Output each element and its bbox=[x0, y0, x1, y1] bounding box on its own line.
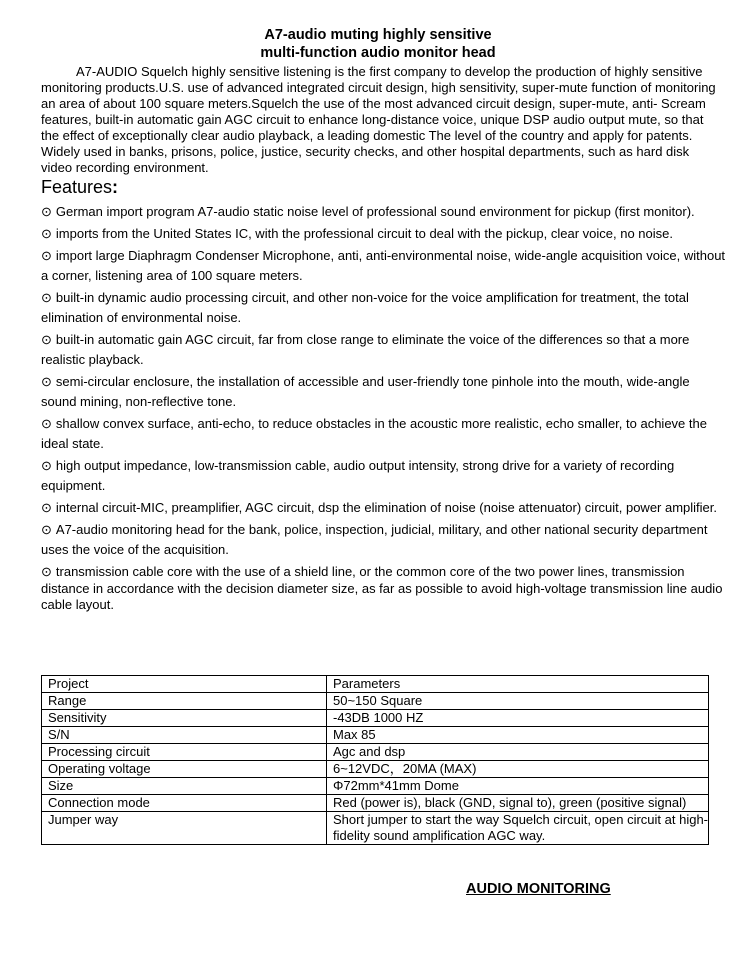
parameters-table bbox=[41, 675, 709, 845]
table-cell-project: Size bbox=[42, 778, 327, 795]
table-cell-project: Connection mode bbox=[42, 795, 327, 812]
feature-item: ⊙ import large Diaphragm Condenser Microphone, anti, anti-environmental noise, wide-angle acquisition voice, without a corner, listening area of 100 square meters. bbox=[41, 248, 726, 283]
bullet-icon: ⊙ bbox=[41, 332, 52, 347]
bullet-icon: ⊙ bbox=[41, 374, 52, 389]
table-cell-project: Jumper way bbox=[42, 812, 327, 845]
table-cell-parameter: Max 85 bbox=[327, 727, 709, 744]
table-cell-parameter: Short jumper to start the way Squelch circuit, open circuit at high-fidelity sound amplification AGC way. bbox=[327, 812, 709, 845]
feature-item: ⊙ transmission cable core with the use of a shield line, or the common core of the two power lines, transmission distance in accordance with the decision diameter size, as far as possible to avoid high-voltage transmission line audio cable layout. bbox=[41, 564, 723, 612]
table-cell-parameter: -43DB 1000 HZ bbox=[327, 710, 709, 727]
feature-item: ⊙ A7-audio monitoring head for the bank, police, inspection, judicial, military, and other national security department uses the voice of the acquisition. bbox=[41, 522, 708, 557]
feature-item: ⊙ built-in dynamic audio processing circuit, and other non-voice for the voice amplification for treatment, the total elimination of environmental noise. bbox=[41, 290, 689, 325]
features-list bbox=[41, 202, 726, 616]
bullet-icon: ⊙ bbox=[41, 458, 52, 473]
bullet-icon: ⊙ bbox=[41, 248, 52, 263]
table-row bbox=[42, 778, 709, 795]
table-cell-parameter: Φ72mm*41mm Dome bbox=[327, 778, 709, 795]
header-cell-project: Project bbox=[42, 676, 327, 693]
table-row bbox=[42, 710, 709, 727]
bullet-icon: ⊙ bbox=[41, 204, 52, 219]
table-header-row bbox=[42, 676, 709, 693]
table-cell-project: Operating voltage bbox=[42, 761, 327, 778]
table-cell-parameter: 50~150 Square bbox=[327, 693, 709, 710]
header-cell-parameters: Parameters bbox=[327, 676, 709, 693]
table-cell-parameter: Red (power is), black (GND, signal to), green (positive signal) bbox=[327, 795, 709, 812]
document-title bbox=[0, 26, 756, 62]
table-cell-parameter: Agc and dsp bbox=[327, 744, 709, 761]
feature-item: ⊙ German import program A7-audio static noise level of professional sound environment for pickup (first monitor). bbox=[41, 204, 695, 219]
table-row bbox=[42, 727, 709, 744]
table-row bbox=[42, 812, 709, 845]
feature-item: ⊙ semi-circular enclosure, the installation of accessible and user-friendly tone pinhole into the mouth, wide-angle sound mining, non-reflective tone. bbox=[41, 374, 690, 409]
title-line-1: A7-audio muting highly sensitive bbox=[264, 27, 492, 43]
feature-item: ⊙ built-in automatic gain AGC circuit, far from close range to eliminate the voice of the differences so that a more realistic playback. bbox=[41, 332, 690, 367]
table-row bbox=[42, 761, 709, 778]
intro-paragraph: A7-AUDIO Squelch highly sensitive listening is the first company to develop the production of highly sensitive monitoring products.U.S. use of advanced integrated circuit design, high sensitivity, super-mute function of monitoring an area of about 100 square meters.Squelch the use of the most advanced circuit design, super-mute, anti- Scream features, built-in automatic gain AGC circuit to enhance long-distance voice, unique DSP audio output mute, so that the effect of exceptionally clear audio playback, a leading domestic The level of the country and apply for patents. Widely used in banks, prisons, police, justice, security checks, and other hospital departments, such as hard disk video recording environment. bbox=[41, 64, 716, 175]
bullet-icon: ⊙ bbox=[41, 226, 52, 241]
table-cell-project: Sensitivity bbox=[42, 710, 327, 727]
feature-item: ⊙ high output impedance, low-transmission cable, audio output intensity, strong drive for a variety of recording equipment. bbox=[41, 458, 675, 493]
features-heading: Features: bbox=[41, 177, 119, 197]
feature-item: ⊙ imports from the United States IC, with the professional circuit to deal with the pickup, clear voice, no noise. bbox=[41, 226, 673, 241]
table-cell-parameter: 6~12VDC，20MA (MAX) bbox=[327, 761, 709, 778]
table-cell-project: S/N bbox=[42, 727, 327, 744]
audio-monitoring-footer: AUDIO MONITORING bbox=[466, 881, 611, 897]
feature-item: ⊙ shallow convex surface, anti-echo, to reduce obstacles in the acoustic more realistic, echo smaller, to achieve the ideal state. bbox=[41, 416, 707, 451]
bullet-icon: ⊙ bbox=[41, 290, 52, 305]
table-cell-project: Processing circuit bbox=[42, 744, 327, 761]
table-cell-project: Range bbox=[42, 693, 327, 710]
table-row bbox=[42, 693, 709, 710]
bullet-icon: ⊙ bbox=[41, 416, 52, 431]
bullet-icon: ⊙ bbox=[41, 522, 52, 537]
feature-item: ⊙ internal circuit-MIC, preamplifier, AGC circuit, dsp the elimination of noise (noise attenuator) circuit, power amplifier. bbox=[41, 500, 718, 515]
table-row bbox=[42, 795, 709, 812]
table-row bbox=[42, 744, 709, 761]
title-line-2: multi-function audio monitor head bbox=[260, 45, 496, 61]
bullet-icon: ⊙ bbox=[41, 564, 52, 579]
bullet-icon: ⊙ bbox=[41, 500, 52, 515]
